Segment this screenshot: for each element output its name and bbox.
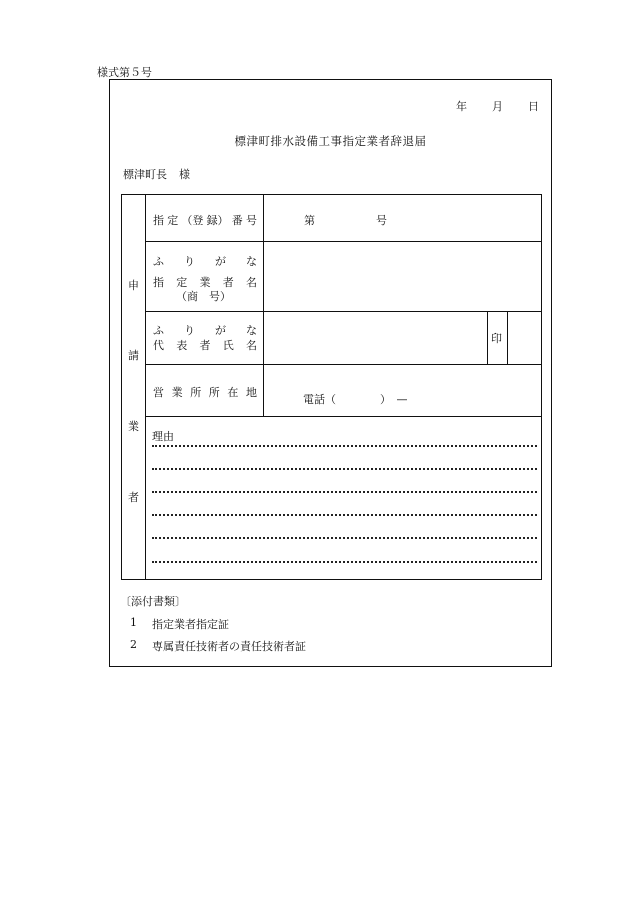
addressee-honorific: 様: [179, 168, 190, 181]
attachment-number: 2: [130, 638, 137, 651]
column-divider: [263, 195, 264, 416]
attachment-number: 1: [130, 616, 137, 629]
vertical-char: 申: [128, 279, 139, 292]
row-divider: [146, 364, 541, 365]
designation-number-suffix: 号: [376, 214, 387, 227]
attachment-item: 専属責任技術者の責任技術者証: [152, 640, 306, 653]
attachment-item: 指定業者指定証: [152, 618, 229, 631]
date-year: 年: [456, 100, 467, 113]
office-address-label: 営 業 所 所 在 地: [153, 386, 257, 399]
attachments-heading: 〔添付書類〕: [120, 595, 186, 608]
resignation-form: [109, 79, 552, 667]
date-day: 日: [528, 100, 539, 113]
form-title: 標津町排水設備工事指定業者辞退届: [234, 134, 427, 148]
designation-number-prefix: 第: [304, 214, 315, 227]
representative-furigana: ふ り が な: [153, 324, 257, 337]
reason-line: [152, 445, 537, 447]
seal-divider: [507, 311, 508, 364]
reason-line: [152, 514, 537, 516]
seal-divider: [487, 311, 488, 364]
date-month: 月: [492, 100, 503, 113]
vertical-char: 者: [128, 491, 139, 504]
company-name-label: 指 定 業 者 名: [153, 276, 257, 289]
row-divider: [146, 241, 541, 242]
addressee: [123, 166, 190, 182]
reason-line: [152, 561, 537, 563]
row-divider: [146, 311, 541, 312]
company-name-furigana: ふ り が な: [153, 255, 257, 268]
reason-label: 理由: [152, 430, 174, 443]
phone-field: 電話（ ） —: [303, 393, 408, 406]
vertical-char: 請: [128, 349, 139, 362]
addressee-name: 標津町長: [123, 168, 167, 181]
trade-name-label: （商 号）: [176, 290, 231, 303]
vertical-char: 業: [128, 420, 139, 433]
applicant-vertical-label: [122, 195, 146, 579]
representative-label: 代 表 者 氏 名: [153, 339, 257, 352]
reason-line: [152, 537, 537, 539]
applicant-table: [121, 194, 542, 580]
row-divider: [146, 416, 541, 417]
reason-line: [152, 468, 537, 470]
seal-label: 印: [491, 332, 502, 345]
reason-line: [152, 491, 537, 493]
designation-number-label: 指 定 （登 録） 番 号: [153, 214, 257, 227]
form-number: 様式第５号: [97, 66, 152, 79]
